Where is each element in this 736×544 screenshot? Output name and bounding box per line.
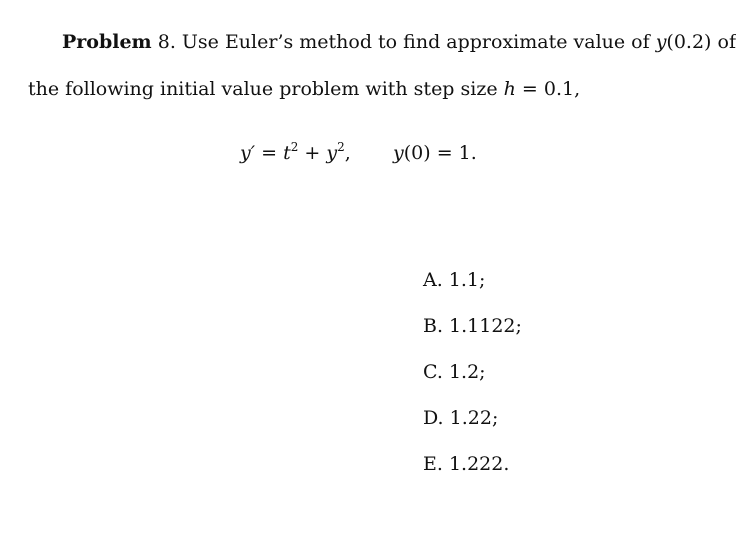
y-exponent: 2 [337, 140, 345, 154]
h-symbol: h [503, 78, 516, 100]
problem-intro-tail: of [711, 31, 736, 53]
problem-intro-text: . Use Euler’s method to find approximate value of [169, 31, 656, 53]
initial-condition [393, 141, 477, 165]
problem-number: 8 [157, 31, 170, 53]
option-e: E. 1.222. [423, 453, 510, 475]
differential-equation [240, 141, 351, 165]
equals-sign: = [255, 142, 284, 164]
y-argument: (0.2) [666, 31, 712, 53]
problem-line-2-text: the following initial value problem with step size [28, 78, 504, 100]
t-variable: t [283, 142, 291, 164]
y-variable: y [326, 142, 338, 164]
equation-lhs: y′ [240, 142, 256, 164]
problem-label: Problem [62, 31, 152, 53]
problem-statement-line-2 [28, 77, 580, 101]
t-exponent: 2 [290, 140, 299, 154]
option-d: D. 1.22; [423, 407, 499, 429]
option-b: B. 1.1122; [423, 315, 522, 337]
y-symbol: y [655, 31, 667, 53]
equation-comma: , [344, 142, 351, 164]
answer-options [423, 268, 522, 498]
option-c: C. 1.2; [423, 361, 486, 383]
initial-y: y [393, 142, 404, 164]
problem-statement-line-1 [62, 30, 736, 54]
plus-sign: + [298, 142, 327, 164]
option-a: A. 1.1; [423, 269, 486, 291]
step-size-value: = 0.1, [515, 78, 581, 100]
initial-value: (0) = 1. [403, 142, 477, 164]
